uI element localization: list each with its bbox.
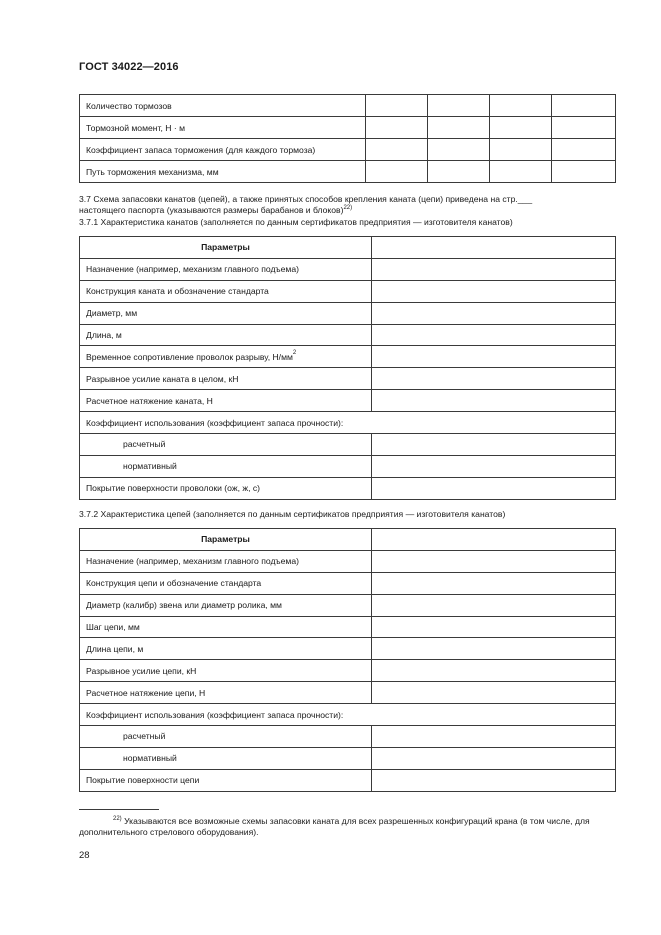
chain-table-label — [80, 747, 372, 769]
brake-table-value-cell[interactable] — [428, 139, 490, 161]
chain-table-row — [80, 726, 616, 748]
rope-table-label-superscript: 2 — [292, 349, 297, 356]
chain-table-label-text: Назначение (например, механизм главного подъема) — [86, 556, 299, 567]
chain-table-label — [80, 550, 372, 572]
chain-table-label-text: Шаг цепи, мм — [86, 622, 140, 632]
rope-table-row — [80, 434, 616, 456]
chain-table-value-cell[interactable] — [372, 572, 616, 594]
chain-table-group-label: Коэффициент использования (коэффициент запаса прочности): — [80, 704, 616, 726]
rope-table-label — [80, 477, 372, 499]
section-3-7-1-title: 3.7.1 Характеристика канатов (заполняется по данным сертификатов предприятия — изготовителя канатов) — [79, 217, 513, 227]
chain-table-row — [80, 704, 616, 726]
page-number: 28 — [79, 850, 90, 861]
brake-table-label: Количество тормозов — [80, 95, 366, 117]
rope-table-value-cell[interactable] — [372, 302, 616, 324]
rope-table-value-cell[interactable] — [372, 368, 616, 390]
section-3-7-line2-text: настоящего паспорта (указываются размеры барабанов и блоков) — [79, 205, 344, 215]
rope-table-label — [80, 346, 372, 368]
brake-table-label: Путь торможения механизма, мм — [80, 161, 366, 183]
chain-table-label-text: Конструкция цепи и обозначение стандарта — [86, 578, 262, 589]
rope-table-row — [80, 368, 616, 390]
chain-table-header-row — [80, 529, 616, 551]
chain-table-value-cell[interactable] — [372, 594, 616, 616]
rope-table-label-text: Конструкция каната и обозначение стандарта — [86, 286, 269, 297]
brake-table-row — [80, 139, 616, 161]
chain-table-label — [80, 769, 372, 791]
rope-table-value-cell[interactable] — [372, 477, 616, 499]
brake-table-value-cell[interactable] — [428, 161, 490, 183]
section-3-7-line1: 3.7 Схема запасовки канатов (цепей), а также принятых способов крепления каната (цепи) приведена на стр.___ — [79, 194, 533, 204]
chain-table-label-text: расчетный — [123, 731, 166, 742]
chain-table-label — [80, 572, 372, 594]
rope-table-value-cell[interactable] — [372, 390, 616, 412]
brake-table-value-cell[interactable] — [490, 139, 552, 161]
rope-table-group-label: Коэффициент использования (коэффициент запаса прочности): — [80, 412, 616, 434]
rope-table-label-text: Назначение (например, механизм главного подъема) — [86, 264, 299, 275]
brake-table-value-cell[interactable] — [552, 95, 616, 117]
brake-table-label: Коэффициент запаса торможения (для каждого тормоза) — [80, 139, 366, 161]
section-3-7-2-title: 3.7.2 Характеристика цепей (заполняется по данным сертификатов предприятия — изготовителя канатов) — [79, 509, 506, 519]
footnote-text: Указываются все возможные схемы запасовки каната для всех разрешенных конфигураций крана (в том числе, для дополнительного стрелового оборудования). — [79, 816, 590, 837]
brake-table-value-cell[interactable] — [552, 117, 616, 139]
chain-table-label-text: Покрытие поверхности цепи — [86, 775, 200, 786]
brake-table-value-cell[interactable] — [428, 117, 490, 139]
rope-table-row — [80, 258, 616, 280]
chain-table-value-cell[interactable] — [372, 682, 616, 704]
chain-table-label — [80, 660, 372, 682]
chain-table-value-cell[interactable] — [372, 550, 616, 572]
rope-table-label — [80, 324, 372, 346]
chain-table-value-cell[interactable] — [372, 726, 616, 748]
rope-table-row — [80, 280, 616, 302]
rope-table-label-text: Временное сопротивление проволок разрыву, Н/мм — [86, 351, 293, 362]
chain-table-label-text: Расчетное натяжение цепи, Н — [86, 687, 206, 698]
rope-table-value-cell[interactable] — [372, 434, 616, 456]
rope-table-value-cell[interactable] — [372, 280, 616, 302]
chain-table-row — [80, 616, 616, 638]
chain-characteristics-table — [79, 528, 616, 792]
chain-table-label-text: нормативный — [123, 753, 177, 764]
chain-table-value-cell[interactable] — [372, 660, 616, 682]
brake-table-row — [80, 117, 616, 139]
rope-table-label — [80, 390, 372, 412]
rope-table-label-text: Покрытие поверхности проволоки (ож, ж, с) — [86, 483, 261, 494]
footnote-mark: 22) — [113, 816, 122, 822]
brake-table-value-cell[interactable] — [366, 117, 428, 139]
document-header: ГОСТ 34022—2016 — [79, 61, 179, 73]
brake-table-value-cell[interactable] — [490, 117, 552, 139]
brake-table-value-cell[interactable] — [552, 139, 616, 161]
rope-table-header-parameters: Параметры — [80, 237, 372, 259]
footnote-separator — [79, 809, 159, 810]
chain-table-label — [80, 594, 372, 616]
rope-table-row — [80, 390, 616, 412]
rope-table-row — [80, 324, 616, 346]
rope-table-label — [80, 302, 372, 324]
rope-table-row — [80, 412, 616, 434]
brake-table-row — [80, 161, 616, 183]
rope-table-value-cell[interactable] — [372, 455, 616, 477]
chain-table-row — [80, 550, 616, 572]
brake-table-value-cell[interactable] — [366, 161, 428, 183]
chain-table-row — [80, 682, 616, 704]
chain-table-label — [80, 726, 372, 748]
chain-table-header-parameters: Параметры — [80, 529, 372, 551]
brake-table — [79, 94, 616, 183]
chain-table-row — [80, 572, 616, 594]
chain-table-value-cell[interactable] — [372, 747, 616, 769]
rope-table-label-text: Длина, м — [86, 330, 122, 340]
chain-table-label-text: Диаметр (калибр) звена или диаметр ролика, мм — [86, 600, 282, 611]
rope-table-label — [80, 434, 372, 456]
chain-table-row — [80, 638, 616, 660]
chain-table-value-cell[interactable] — [372, 769, 616, 791]
brake-table-value-cell[interactable] — [366, 139, 428, 161]
rope-table-label — [80, 368, 372, 390]
rope-table-label — [80, 280, 372, 302]
rope-table-value-cell[interactable] — [372, 346, 616, 368]
chain-table-value-cell[interactable] — [372, 638, 616, 660]
chain-table-row — [80, 594, 616, 616]
chain-table-label-text: Разрывное усилие цепи, кН — [86, 665, 197, 676]
section-3-7-line2 — [79, 205, 352, 216]
rope-table-label — [80, 258, 372, 280]
brake-table-row — [80, 95, 616, 117]
rope-table-label-text: Разрывное усилие каната в целом, кН — [86, 373, 239, 384]
chain-table-label — [80, 638, 372, 660]
footnote-reference: 22) — [343, 205, 353, 211]
rope-table-row — [80, 346, 616, 368]
rope-table-header-value — [372, 237, 616, 259]
rope-table-label-text: Расчетное натяжение каната, Н — [86, 395, 213, 406]
chain-table-label — [80, 616, 372, 638]
rope-table-row — [80, 455, 616, 477]
rope-table-header-row — [80, 237, 616, 259]
brake-table-value-cell[interactable] — [366, 95, 428, 117]
rope-characteristics-table — [79, 236, 616, 500]
rope-table-value-cell[interactable] — [372, 258, 616, 280]
chain-table-label — [80, 682, 372, 704]
rope-table-label-text: Диаметр, мм — [86, 308, 138, 319]
chain-table-header-value — [372, 529, 616, 551]
rope-table-label-text: нормативный — [123, 461, 177, 472]
rope-table-value-cell[interactable] — [372, 324, 616, 346]
chain-table-label-text: Длина цепи, м — [86, 643, 144, 654]
rope-table-label-text: расчетный — [123, 439, 166, 450]
chain-table-value-cell[interactable] — [372, 616, 616, 638]
brake-table-value-cell[interactable] — [490, 95, 552, 117]
chain-table-row — [80, 769, 616, 791]
brake-table-label: Тормозной момент, Н · м — [80, 117, 366, 139]
brake-table-value-cell[interactable] — [552, 161, 616, 183]
brake-table-value-cell[interactable] — [428, 95, 490, 117]
rope-table-label — [80, 455, 372, 477]
brake-table-value-cell[interactable] — [490, 161, 552, 183]
chain-table-row — [80, 747, 616, 769]
footnote — [79, 816, 615, 838]
rope-table-row — [80, 477, 616, 499]
rope-table-row — [80, 302, 616, 324]
chain-table-row — [80, 660, 616, 682]
